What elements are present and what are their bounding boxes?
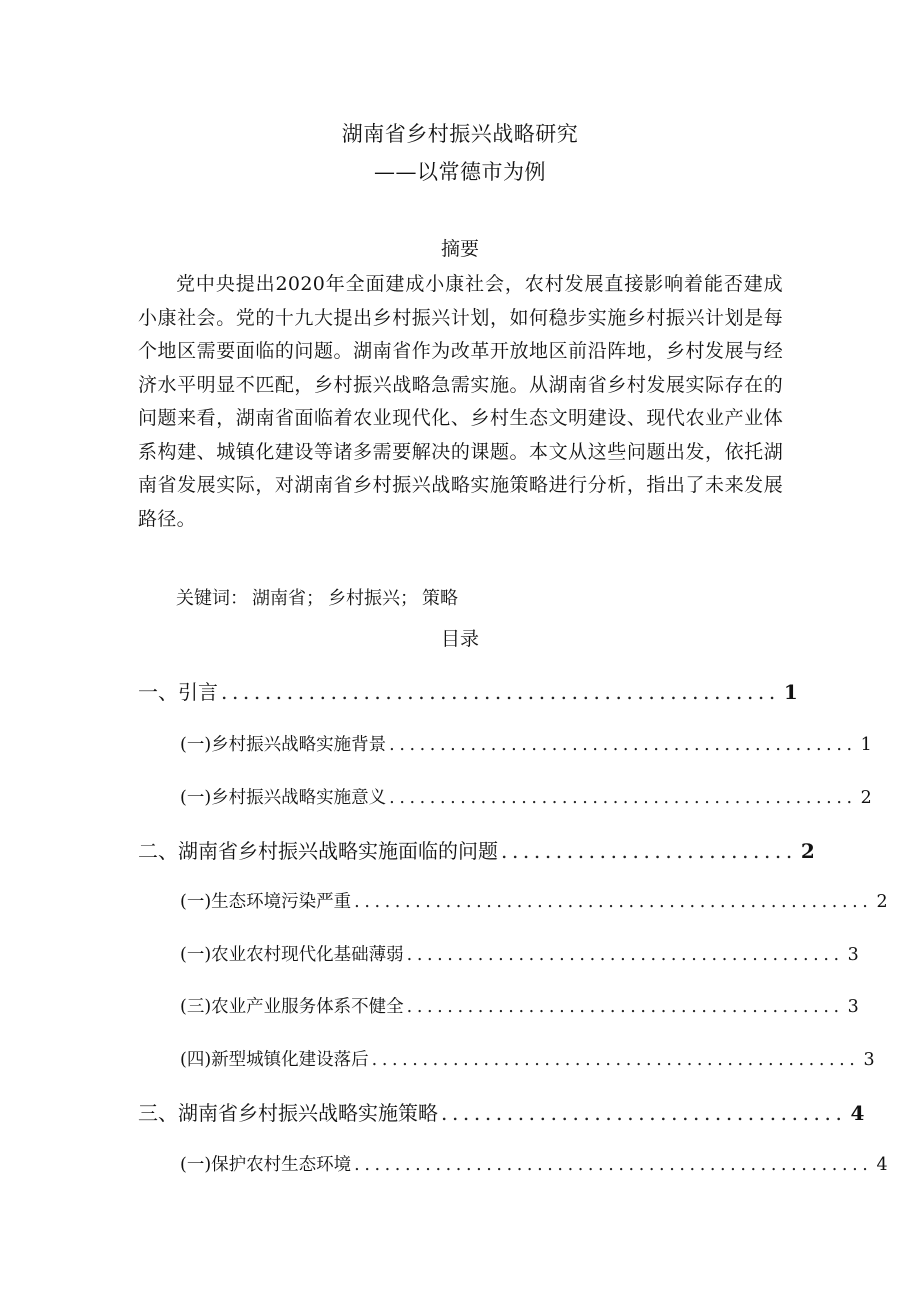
toc-leader-dots: .............................................. bbox=[389, 788, 857, 808]
toc-entry-page: 1 bbox=[783, 680, 798, 704]
toc-entry-page: 4 bbox=[850, 1101, 865, 1125]
toc-entry[interactable] bbox=[138, 1097, 865, 1125]
toc-entry-page: 2 bbox=[800, 839, 815, 863]
toc-leader-dots: ........................... bbox=[501, 839, 797, 863]
keyword-item: 湖南省； bbox=[252, 588, 324, 609]
keywords-line bbox=[176, 584, 462, 610]
toc-entry-label: (一)乡村振兴战略实施意义 bbox=[180, 788, 387, 808]
toc-leader-dots: ..................................... bbox=[441, 1101, 847, 1125]
toc-entry[interactable] bbox=[180, 888, 888, 916]
toc-leader-dots: .............................................. bbox=[389, 735, 857, 755]
abstract-heading: 摘要 bbox=[440, 238, 479, 260]
toc-entry-page: 2 bbox=[876, 892, 888, 912]
keyword-item: 乡村振兴； bbox=[328, 588, 418, 609]
toc-leader-dots: ........................................... bbox=[406, 997, 844, 1017]
toc-entry-page: 2 bbox=[860, 788, 872, 808]
toc-leader-dots: ........................................... bbox=[406, 945, 844, 965]
toc-entry[interactable] bbox=[180, 941, 859, 969]
toc-entry[interactable] bbox=[180, 1151, 888, 1179]
toc-entry-page: 3 bbox=[847, 945, 859, 965]
toc-leader-dots: ................................................ bbox=[371, 1050, 860, 1070]
toc-entry-label: (一)农业农村现代化基础薄弱 bbox=[180, 945, 404, 965]
toc-leader-dots: ................................................... bbox=[354, 1155, 873, 1175]
toc-entry[interactable] bbox=[180, 993, 859, 1021]
toc-entry-label: 一、引言 bbox=[138, 680, 218, 704]
toc-entry-page: 3 bbox=[863, 1050, 875, 1070]
toc-entry-label: (一)保护农村生态环境 bbox=[180, 1155, 352, 1175]
toc-heading: 目录 bbox=[440, 628, 479, 650]
toc-entry-page: 1 bbox=[860, 735, 872, 755]
toc-leader-dots: ................................................... bbox=[354, 892, 873, 912]
toc-entry[interactable] bbox=[138, 835, 815, 863]
toc-entry-label: 三、湖南省乡村振兴战略实施策略 bbox=[138, 1101, 438, 1125]
toc-entry-label: (一)生态环境污染严重 bbox=[180, 892, 352, 912]
toc-entry[interactable] bbox=[180, 784, 872, 812]
toc-entry-label: (一)乡村振兴战略实施背景 bbox=[180, 735, 387, 755]
toc-leader-dots: ................................................... bbox=[221, 680, 780, 704]
document-title: 湖南省乡村振兴战略研究 bbox=[341, 122, 579, 146]
toc-entry-page: 3 bbox=[847, 997, 859, 1017]
toc-entry-label: (三)农业产业服务体系不健全 bbox=[180, 997, 404, 1017]
toc-entry[interactable] bbox=[138, 676, 798, 704]
keywords-label: 关键词： bbox=[176, 588, 248, 609]
toc-entry[interactable] bbox=[180, 1046, 875, 1074]
toc-entry-label: (四)新型城镇化建设落后 bbox=[180, 1050, 369, 1070]
toc-entry-page: 4 bbox=[876, 1155, 888, 1175]
document-subtitle: ——以常德市为例 bbox=[374, 160, 546, 184]
toc-entry-label: 二、湖南省乡村振兴战略实施面临的问题 bbox=[138, 839, 498, 863]
abstract-text: 党中央提出2020年全面建成小康社会，农村发展直接影响着能否建成小康社会。党的十九大提出乡村振兴计划，如何稳步实施乡村振兴计划是每个地区需要面临的问题。湖南省作为改革开放地区前沿阵地，乡村发展与经济水平明显不匹配，乡村振兴战略急需实施。从湖南省乡村发展实际存在的问题来看，湖南省面临着农业现代化、乡村生态文明建设、现代农业产业体系构建、城镇化建设等诸多需要解决的课题。本文从这些问题出发，依托湖南省发展实际，对湖南省乡村振兴战略实施策略进行分析，指出了未来发展路径。 bbox=[138, 273, 783, 530]
toc-entry[interactable] bbox=[180, 731, 872, 759]
keyword-item: 策略 bbox=[422, 588, 458, 609]
